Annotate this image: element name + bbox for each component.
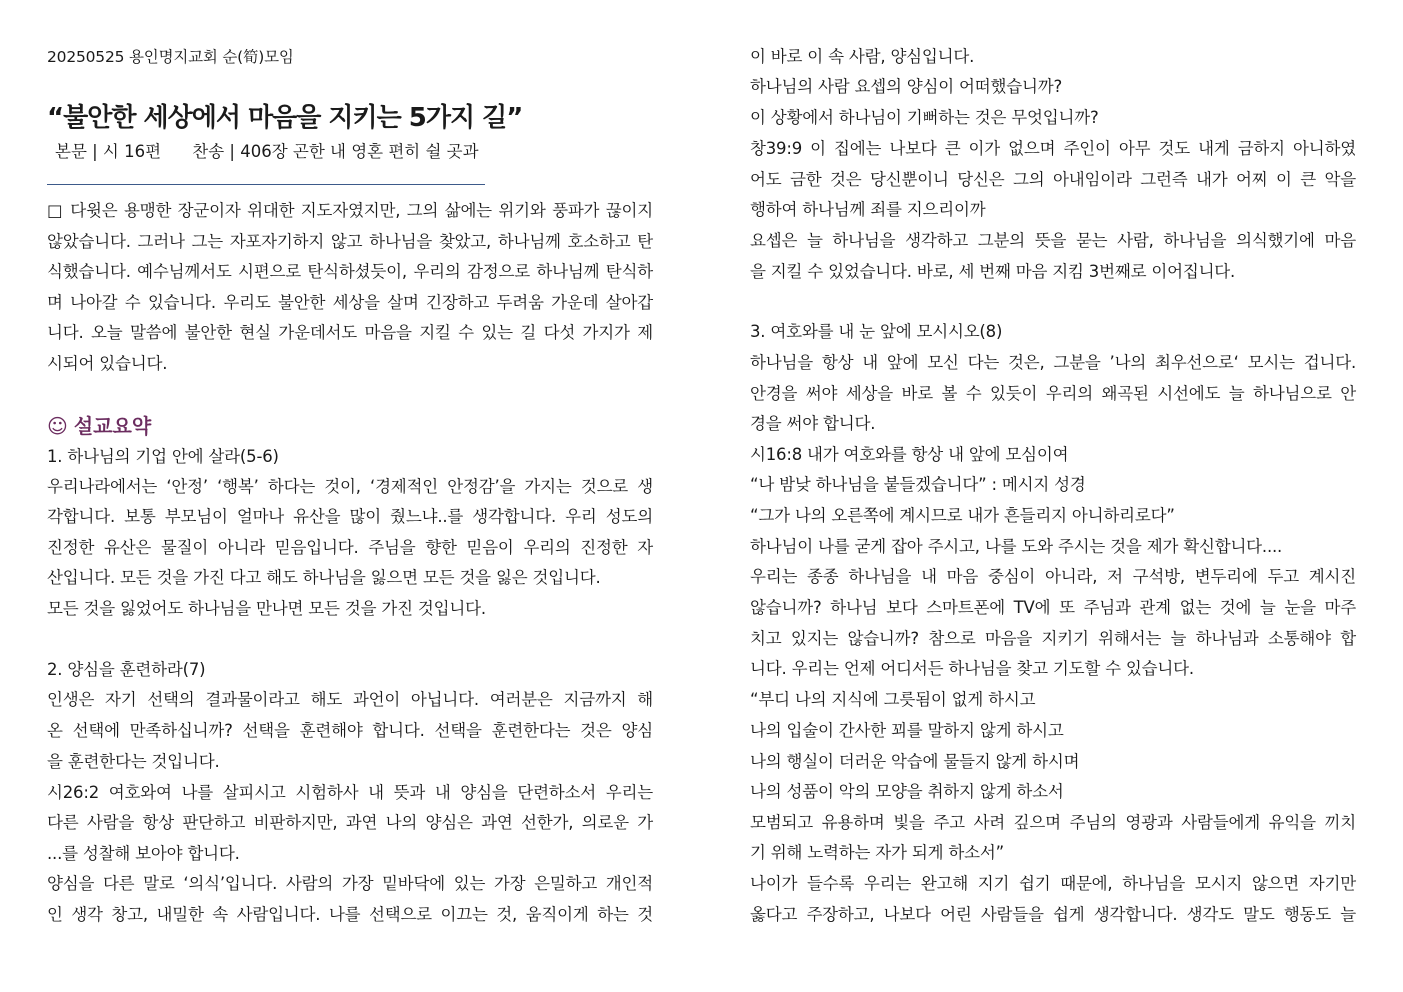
body-line: 다른 사람을 항상 판단하고 비판하지만, 과연 나의 양심은 과연 선한가, 의로운 가	[47, 813, 653, 832]
prayer-line: 나의 입술이 간사한 꾀를 말하지 않게 하시고	[750, 721, 1064, 740]
body-line: 않습니까? 하나님 보다 스마트폰에 TV에 또 주님과 관계 없는 것에 늘 눈을 마주	[750, 598, 1356, 617]
scripture-reference: 본문 | 시 16편	[55, 142, 162, 161]
body-line: 나이가 들수록 우리는 완고해 지기 쉽기 때문에, 하나님을 모시지 않으면 자기만	[750, 874, 1356, 893]
body-line: 온 선택에 만족하십니까? 선택을 훈련해야 합니다. 선택을 훈련한다는 것은 양심	[47, 721, 653, 740]
body-line: 옳다고 주장하고, 나보다 어린 사람들을 쉽게 생각합니다. 생각도 말도 행동도 늘	[750, 905, 1356, 924]
body-line: 이 상황에서 하나님이 기뻐하는 것은 무엇입니까?	[750, 108, 1099, 127]
title-divider	[47, 184, 485, 185]
body-line: 을 훈련한다는 것입니다.	[47, 752, 220, 771]
body-line: 식했습니다. 예수님께서도 시편으로 탄식하셨듯이, 우리의 감정으로 하나님께 탄식하	[47, 262, 653, 281]
section-heading-text: 설교요약	[73, 414, 152, 438]
smile-icon: ☺	[47, 414, 68, 438]
point-heading: 1. 하나님의 기업 안에 살라(5-6)	[47, 447, 279, 466]
hymn-reference: 찬송 | 406장 곤한 내 영혼 편히 쉴 곳과	[192, 142, 479, 161]
point-heading: 3. 여호와를 내 눈 앞에 모시시오(8)	[750, 322, 1003, 341]
body-line: 이 바로 이 속 사람, 양심입니다.	[750, 47, 975, 66]
bulletin-header: 20250525 용인명지교회 순(筍)모임	[47, 48, 294, 66]
body-line: 산입니다. 모든 것을 가진 다고 해도 하나님을 잃으면 모든 것을 잃은 것입니다.	[47, 568, 601, 587]
body-line: 양심을 다른 말로 ‘의식’입니다. 사람의 가장 밑바닥에 있는 가장 은밀하고 개인적	[47, 874, 653, 893]
body-line: 요셉은 늘 하나님을 생각하고 그분의 뜻을 묻는 사람, 하나님을 의식했기에 마음	[750, 231, 1356, 250]
body-line: ...를 성찰해 보아야 합니다.	[47, 844, 240, 863]
body-line: 시26:2 여호와여 나를 살피시고 시험하사 내 뜻과 내 양심을 단련하소서 우리는	[47, 783, 653, 802]
body-line: 진정한 유산은 물질이 아니라 믿음입니다. 주님을 향한 믿음이 우리의 진정한 자	[47, 538, 653, 557]
body-line: 니다. 오늘 말씀에 불안한 현실 가운데서도 마음을 지킬 수 있는 길 다섯 가지가 제	[47, 323, 653, 342]
prayer-line: 기 위해 노력하는 자가 되게 하소서”	[750, 843, 1004, 862]
body-line: 각합니다. 보통 부모님이 얼마나 유산을 많이 줬느냐..를 생각합니다. 우리 성도의	[47, 507, 653, 526]
sermon-subtitle	[55, 138, 505, 162]
body-line: 모든 것을 잃었어도 하나님을 만나면 모든 것을 가진 것입니다.	[47, 599, 486, 618]
body-line: 시16:8 내가 여호와를 항상 내 앞에 모심이여	[750, 445, 1069, 464]
prayer-line: 모범되고 유용하며 빛을 주고 사려 깊으며 주님의 영광과 사람들에게 유익을 끼치	[750, 813, 1356, 832]
point-heading: 2. 양심을 훈련하라(7)	[47, 660, 206, 679]
body-line: 시되어 있습니다.	[47, 354, 168, 373]
body-line: □ 다윗은 용맹한 장군이자 위대한 지도자였지만, 그의 삶에는 위기와 풍파가 끊이지	[47, 201, 653, 220]
body-line: 어도 금한 것은 당신뿐이니 당신은 그의 아내임이라 그런즉 내가 어찌 이 큰 악을	[750, 170, 1356, 189]
body-line: 행하여 하나님께 죄를 지으리이까	[750, 200, 986, 219]
prayer-line: “부디 나의 지식에 그릇됨이 없게 하시고	[750, 690, 1036, 709]
body-line: “나 밤낮 하나님을 붙들겠습니다” : 메시지 성경	[750, 475, 1086, 494]
body-line: 하나님을 항상 내 앞에 모신 다는 것은, 그분을 ’나의 최우선으로‘ 모시는 겁니다.	[750, 353, 1356, 372]
body-line: 안경을 써야 세상을 바로 볼 수 있듯이 우리의 왜곡된 시선에도 늘 하나님으로 안	[750, 384, 1356, 403]
body-line: 우리는 종종 하나님을 내 마음 중심이 아니라, 저 구석방, 변두리에 두고 계시진	[750, 567, 1356, 586]
sermon-title: “불안한 세상에서 마음을 지키는 5가지 길”	[47, 103, 523, 133]
body-line: 치고 있지는 않습니까? 참으로 마음을 지키기 위해서는 늘 하나님과 소통해야 합	[750, 629, 1356, 648]
section-heading	[47, 410, 151, 439]
body-line: “그가 나의 오른쪽에 계시므로 내가 흔들리지 아니하리로다”	[750, 506, 1175, 525]
body-line: 며 나아갈 수 있습니다. 우리도 불안한 세상을 살며 긴장하고 두려움 가운데 살아갑	[47, 293, 653, 312]
body-line: 않았습니다. 그러나 그는 자포자기하지 않고 하나님을 찾았고, 하나님께 호소하고 탄	[47, 232, 653, 251]
body-line: 창39:9 이 집에는 나보다 큰 이가 없으며 주인이 아무 것도 내게 금하지 아니하였	[750, 139, 1356, 158]
prayer-line: 나의 행실이 더러운 악습에 물들지 않게 하시며	[750, 752, 1080, 771]
body-line: 니다. 우리는 언제 어디서든 하나님을 찾고 기도할 수 있습니다.	[750, 659, 1194, 678]
body-line: 경을 써야 합니다.	[750, 414, 876, 433]
body-line: 하나님의 사람 요셉의 양심이 어떠했습니까?	[750, 77, 1063, 96]
prayer-line: 나의 성품이 악의 모양을 취하지 않게 하소서	[750, 782, 1064, 801]
body-line: 인생은 자기 선택의 결과물이라고 해도 과언이 아닙니다. 여러분은 지금까지 해	[47, 690, 653, 709]
body-line: 을 지킬 수 있었습니다. 바로, 세 번째 마음 지킴 3번째로 이어집니다.	[750, 262, 1236, 281]
body-line: 하나님이 나를 굳게 잡아 주시고, 나를 도와 주시는 것을 제가 확신합니다....	[750, 537, 1283, 556]
body-line: 우리나라에서는 ‘안정’ ‘행복’ 하다는 것이, ‘경제적인 안정감’을 가지는 것으로 생	[47, 477, 653, 496]
body-line: 인 생각 창고, 내밀한 속 사람입니다. 나를 선택으로 이끄는 것, 움직이게 하는 것	[47, 905, 653, 924]
